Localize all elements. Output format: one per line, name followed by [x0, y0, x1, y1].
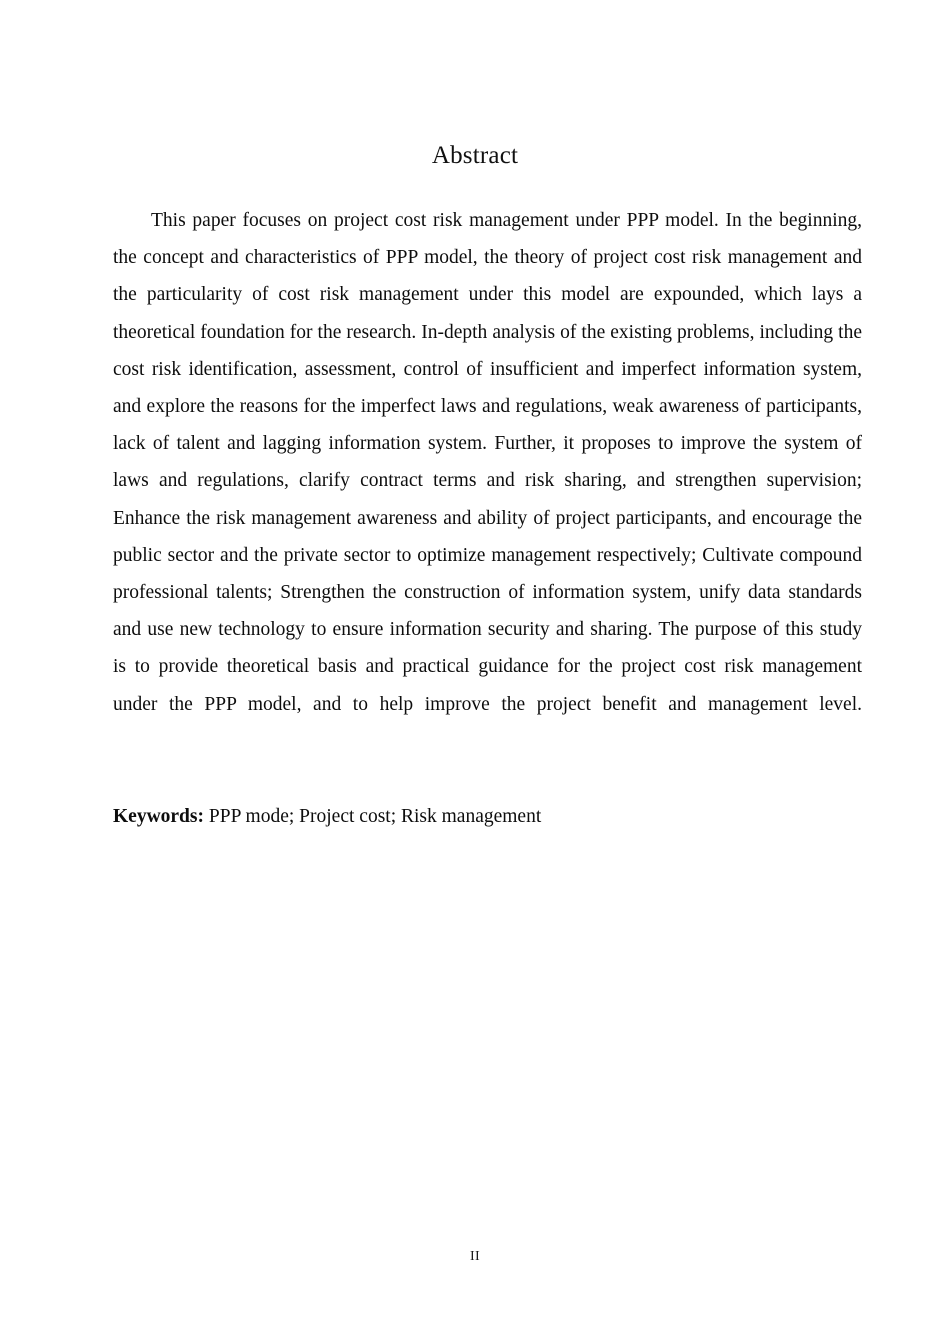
page-title: Abstract — [431, 141, 519, 169]
keywords-line — [113, 760, 862, 835]
page-number: II — [469, 1249, 481, 1264]
keywords-value: PPP mode; Project cost; Risk management — [208, 806, 542, 828]
abstract-content — [113, 202, 862, 835]
abstract-body-paragraph: This paper focuses on project cost risk management under PPP model. In the beginning, the concept and characteristics of PPP model, the theory of project cost risk management and the particularity of cost risk management under this model are expounded, which lays a theoretical foundation for the research. In-depth analysis of the existing problems, including the cost risk identification, assessment, control of insufficient and imperfect information system, and explore the reasons for the imperfect laws and regulations, weak awareness of participants, lack of talent and lagging information system. Further, it proposes to improve the system of laws and regulations, clarify contract terms and risk sharing, and strengthen supervision; Enhance the risk management awareness and ability of project participants, and encourage the public sector and the private sector to optimize management respectively; Cultivate compound professional talents; Strengthen the construction of information system, unify data standards and use new technology to ensure information security and sharing. The purpose of this study is to provide theoretical basis and practical guidance for the project cost risk management under the PPP model, and to help improve the project benefit and management level. — [113, 210, 862, 715]
keywords-label: Keywords: — [113, 806, 204, 828]
